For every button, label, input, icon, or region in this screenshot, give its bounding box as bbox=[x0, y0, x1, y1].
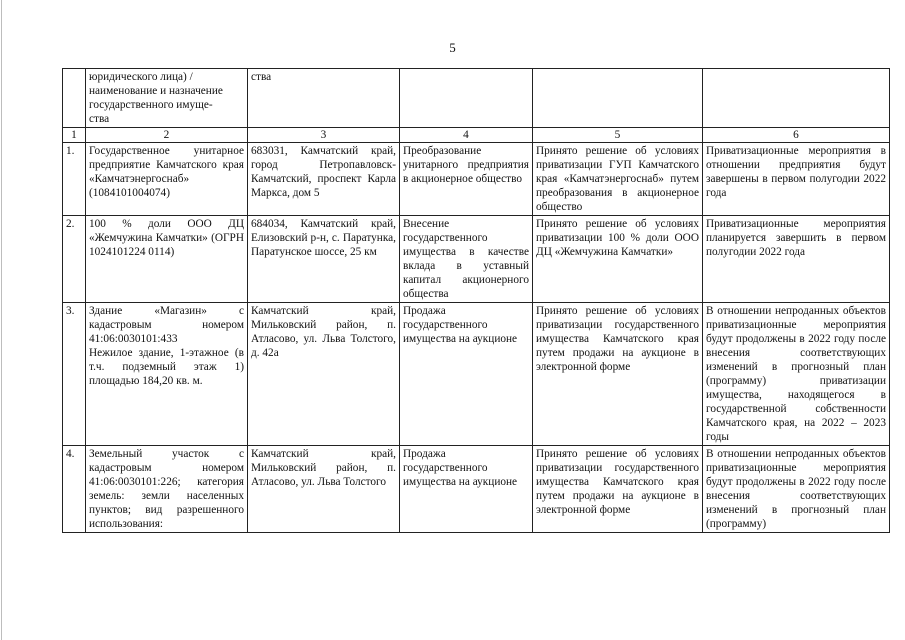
row-number: 4. bbox=[63, 446, 86, 533]
method-cell: Продажа государственного имущества на аукционе bbox=[400, 303, 533, 446]
method-cell: Внесение государственного имущества в качестве вклада в уставный капитал акционерного общества bbox=[400, 216, 533, 303]
status-cell: В отношении непроданных объектов приватизационные мероприятия будут продолжены в 2022 году после внесения соответствующих изменений в прогнозный план (программу) приватизации имущества, находящегося в государственной собственности Камчатского края, на 2022 – 2023 годы bbox=[703, 303, 890, 446]
column-numbers-row bbox=[63, 128, 890, 143]
header-cell-object: юридического лица) / наименование и назначение государственного имуще- ства bbox=[86, 69, 248, 128]
object-cell: Здание «Магазин» с кадастровым номером 41:06:0030101:433 Нежилое здание, 1-этажное (в т.ч. подземный этаж 1) площадью 184,20 кв. м. bbox=[86, 303, 248, 446]
method-cell: Продажа государственного имущества на аукционе bbox=[400, 446, 533, 533]
column-number: 3 bbox=[248, 128, 400, 143]
row-number: 1. bbox=[63, 143, 86, 216]
table-row bbox=[63, 143, 890, 216]
table-row bbox=[63, 446, 890, 533]
table-row bbox=[63, 216, 890, 303]
privatization-table bbox=[62, 68, 890, 533]
status-cell: Приватизационные мероприятия в отношении предприятия будут завершены в первом полугодии 2022 года bbox=[703, 143, 890, 216]
row-number: 3. bbox=[63, 303, 86, 446]
column-number: 4 bbox=[400, 128, 533, 143]
table-row bbox=[63, 303, 890, 446]
header-cell-1 bbox=[63, 69, 86, 128]
header-cell-5 bbox=[533, 69, 703, 128]
decision-cell: Принято решение об условиях приватизации ГУП Камчатского края «Камчатэнергоснаб» путем преобразования в акционерное общество bbox=[533, 143, 703, 216]
header-cell-6 bbox=[703, 69, 890, 128]
address-cell: Камчатский край, Мильковский район, п. Атласово, ул. Льва Толстого bbox=[248, 446, 400, 533]
column-number: 5 bbox=[533, 128, 703, 143]
header-cell-4 bbox=[400, 69, 533, 128]
address-cell: 683031, Камчатский край, город Петропавловск-Камчатский, проспект Карла Маркса, дом 5 bbox=[248, 143, 400, 216]
row-number: 2. bbox=[63, 216, 86, 303]
column-number: 2 bbox=[86, 128, 248, 143]
status-cell: Приватизационные мероприятия планируется завершить в первом полугодии 2022 года bbox=[703, 216, 890, 303]
object-cell: Земельный участок с кадастровым номером 41:06:0030101:226; категория земель: земли населенных пунктов; вид разрешенного использования: bbox=[86, 446, 248, 533]
decision-cell: Принято решение об условиях приватизации 100 % доли ООО ДЦ «Жемчужина Камчатки» bbox=[533, 216, 703, 303]
header-cell-address: ства bbox=[248, 69, 400, 128]
address-cell: Камчатский край, Мильковский район, п. Атласово, ул. Льва Толстого, д. 42а bbox=[248, 303, 400, 446]
address-cell: 684034, Камчатский край, Елизовский р-н, с. Паратунка, Паратунское шоссе, 25 км bbox=[248, 216, 400, 303]
column-number: 6 bbox=[703, 128, 890, 143]
column-number: 1 bbox=[63, 128, 86, 143]
scan-left-edge bbox=[1, 0, 2, 640]
method-cell: Преобразование унитарного предприятия в акционерное общество bbox=[400, 143, 533, 216]
page-number: 5 bbox=[449, 40, 456, 55]
decision-cell: Принято решение об условиях приватизации государственного имущества Камчатского края путем продажи на аукционе в электронной форме bbox=[533, 446, 703, 533]
object-cell: Государственное унитарное предприятие Камчатского края «Камчатэнергоснаб» (1084101004074) bbox=[86, 143, 248, 216]
status-cell: В отношении непроданных объектов приватизационные мероприятия будут продолжены в 2022 году после внесения соответствующих изменений в прогнозный план (программу) bbox=[703, 446, 890, 533]
decision-cell: Принято решение об условиях приватизации государственного имущества Камчатского края путем продажи на аукционе в электронной форме bbox=[533, 303, 703, 446]
object-cell: 100 % доли ООО ДЦ «Жемчужина Камчатки» (ОГРН 1024101224 0114) bbox=[86, 216, 248, 303]
table-header-continuation bbox=[63, 69, 890, 128]
